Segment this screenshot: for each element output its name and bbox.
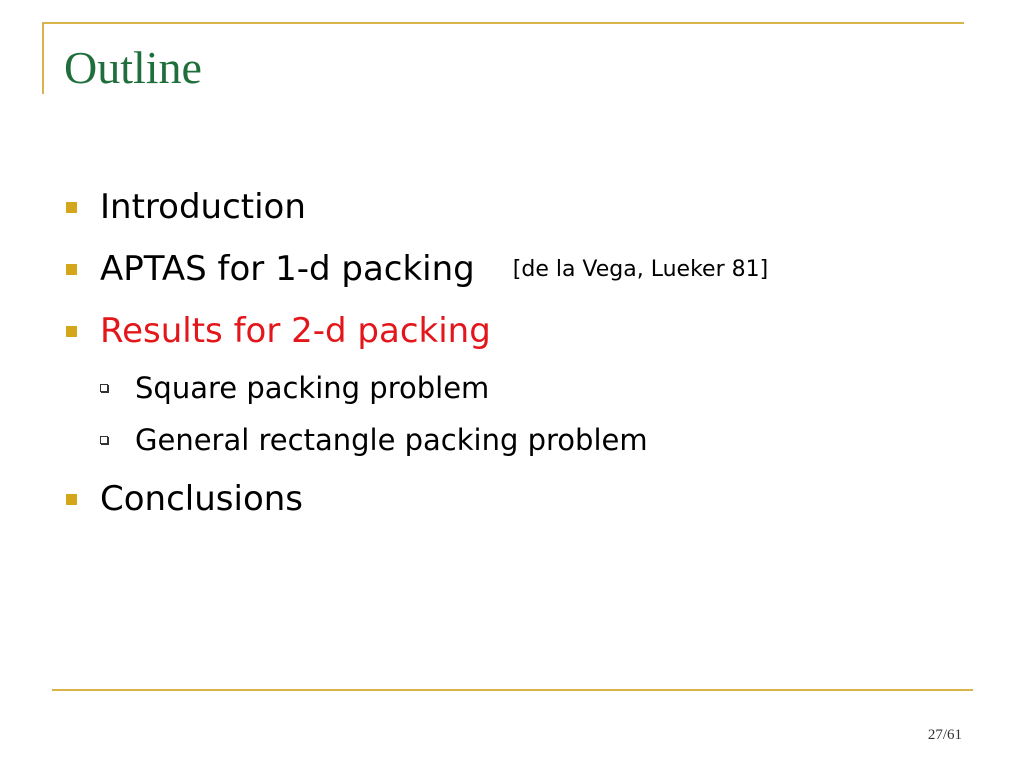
hollow-square-bullet-icon [100,384,108,392]
filled-square-bullet-icon [66,494,77,505]
sub-bullet-item-rectangle-packing [100,423,648,457]
hollow-square-bullet-icon [100,436,108,444]
bullet-item-aptas [66,249,768,289]
bullet-text: Results for 2-d packing [100,311,491,351]
slide-title: Outline [64,42,202,93]
filled-square-bullet-icon [66,202,77,213]
filled-square-bullet-icon [66,264,77,275]
bullet-text: Introduction [100,187,306,227]
bullet-item-results-2d [66,311,491,351]
citation: [de la Vega, Lueker 81] [512,256,769,282]
bullet-text: Square packing problem [135,371,490,405]
bullet-text: APTAS for 1-d packing [100,249,475,289]
bottom-accent-rule [52,689,973,691]
filled-square-bullet-icon [66,326,77,337]
bullet-item-conclusions [66,479,303,519]
sub-bullet-item-square-packing [100,371,489,405]
bullet-text: Conclusions [100,479,304,519]
page-number: 27/61 [927,727,962,743]
bullet-text: General rectangle packing problem [135,423,648,457]
bullet-item-introduction [66,187,306,227]
